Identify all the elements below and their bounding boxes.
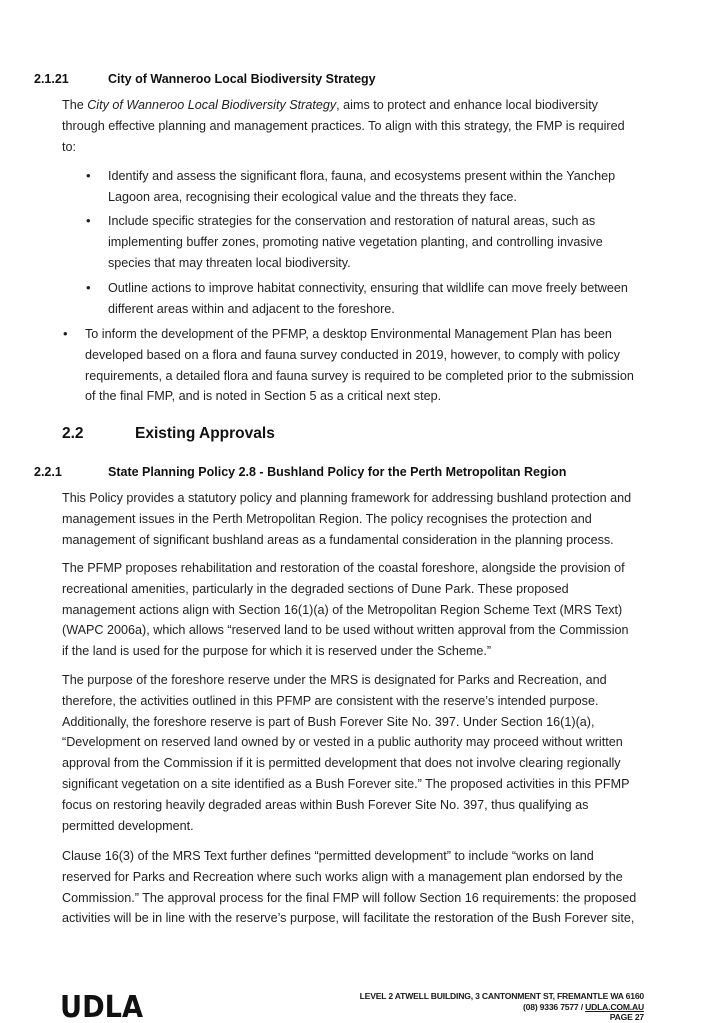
paragraph-line: reserved for Parks and Recreation where such works align with a management plan endorsed by the [62,869,623,884]
paragraph-line: approval from the Commission if it is permitted development that does not involve clearing regionally [62,756,621,771]
paragraph-line: permitted development. [62,818,194,833]
paragraph-line: Commission.” The approval process for the final FMP will follow Section 16 requirements: the proposed [62,890,637,905]
bullet-line: To inform the development of the PFMP, a desktop Environmental Management Plan has been [85,327,612,341]
paragraph-line: management of significant bushland areas as a fundamental consideration in the planning process. [62,532,614,547]
main-bullet-item [63,324,644,407]
footer-separator: / [578,1001,586,1012]
paragraph-line: recreational amenities, particularly in the degraded sections of Dune Park. These proposed [62,581,569,596]
section-title: Existing Approvals [135,425,275,442]
footer-phone: (08) 9336 7577 [523,1001,579,1012]
section-heading-2-2-1 [34,465,566,479]
paragraph-line: This Policy provides a statutory policy and planning framework for addressing bushland protection and [62,491,632,505]
paragraph-line: (WAPC 2006a), which allows “reserved land to be used without written approval from the Commission [62,623,629,638]
paragraph-line: to: [62,139,77,154]
footer-address: LEVEL 2 ATWELL BUILDING, 3 CANTONMENT ST, FREMANTLE WA 6160 [359,991,644,1001]
intro-paragraph [62,95,644,157]
bullet-line: developed based on a flora and fauna survey conducted in 2019, however, to comply with policy [85,347,620,362]
paragraph-line: Additionally, the foreshore reserve is part of Bush Forever Site No. 397. Under Section 16(1)(a), [62,714,595,729]
bullet-line: of the final FMP, and is noted in Section 5 as a critical next step. [85,389,442,404]
paragraph-line: focus on restoring heavily degraded areas within Bush Forever Site No. 397, thus qualifying as [62,797,589,812]
bullet-line: requirements, a detailed flora and fauna survey is required to be completed prior to the submission [85,368,634,383]
section-number: 2.2 [62,425,84,442]
section-title: City of Wanneroo Local Biodiversity Strategy [108,72,376,86]
bullet-icon: • [86,168,91,183]
footer-url-link[interactable]: UDLA.COM.AU [585,1001,644,1012]
section-number: 2.2.1 [34,465,62,479]
sub-bullet-item [86,211,644,273]
section-heading-2-1-21 [34,72,376,86]
section-heading-2-2 [62,425,275,443]
bullet-icon: • [86,280,91,295]
bullet-line: Lagoon area, recognising their ecological value and the threats they face. [108,189,517,204]
paragraph-line: therefore, the activities outlined in this PFMP are consistent with the reserve’s intended purpose. [62,693,599,708]
bullet-line: implementing buffer zones, promoting native vegetation planting, and controlling invasive [108,234,603,249]
page-number: PAGE 27 [609,1012,644,1023]
body-paragraph [62,670,644,836]
paragraph-line: Clause 16(3) of the MRS Text further defines “permitted development” to include “works on land [62,849,594,863]
bullet-line: Outline actions to improve habitat connectivity, ensuring that wildlife can move freely between [108,281,628,295]
section-title: State Planning Policy 2.8 - Bushland Policy for the Perth Metropolitan Region [108,465,567,479]
body-paragraph [62,488,644,550]
section-number: 2.1.21 [34,72,69,86]
bullet-icon: • [86,213,91,228]
strategy-title-italic: City of Wanneroo Local Biodiversity Strategy [87,98,337,112]
footer-address-block [360,991,644,1023]
paragraph-line: “Development on reserved land owned by or vested in a public authority may proceed without written [62,735,623,750]
paragraph-line: if the land is used for the purpose for which it is reserved under the Scheme.” [62,644,492,659]
paragraph-line: management issues in the Perth Metropolitan Region. The policy recognises the protection and [62,511,592,526]
bullet-icon: • [63,326,68,341]
footer-contact [360,1002,644,1013]
body-paragraph [62,558,644,662]
paragraph-line: The purpose of the foreshore reserve under the MRS is designated for Parks and Recreation, and [62,673,607,687]
text-span: , aims to protect and enhance local biodiversity [336,98,598,112]
paragraph-line: through effective planning and management practices. To align with this strategy, the FMP is required [62,118,625,133]
bullet-line: different areas within and adjacent to the foreshore. [108,301,395,316]
bullet-line: Include specific strategies for the conservation and restoration of natural areas, such as [108,214,596,228]
logo-text: UDLA [60,990,144,1020]
sub-bullet-item [86,278,644,320]
sub-bullet-item [86,166,644,208]
paragraph-line: significant vegetation on a site identified as a Bush Forever site.” The proposed activities in this PFMP [62,776,630,791]
bullet-line: species that may threaten local biodiversity. [108,255,351,270]
paragraph-line: The PFMP proposes rehabilitation and restoration of the coastal foreshore, alongside the provision of [62,561,625,575]
udla-logo [60,990,144,1020]
text-span: The [62,98,88,112]
paragraph-line [62,95,644,116]
body-paragraph [62,846,644,929]
bullet-line: Identify and assess the significant flora, fauna, and ecosystems present within the Yanchep [108,169,616,183]
paragraph-line: activities will be in line with the reserve’s purpose, will facilitate the restoration of the Bush Forever site, [62,911,635,926]
paragraph-line: management actions align with Section 16(1)(a) of the Metropolitan Region Scheme Text (MRS Text) [62,602,623,617]
